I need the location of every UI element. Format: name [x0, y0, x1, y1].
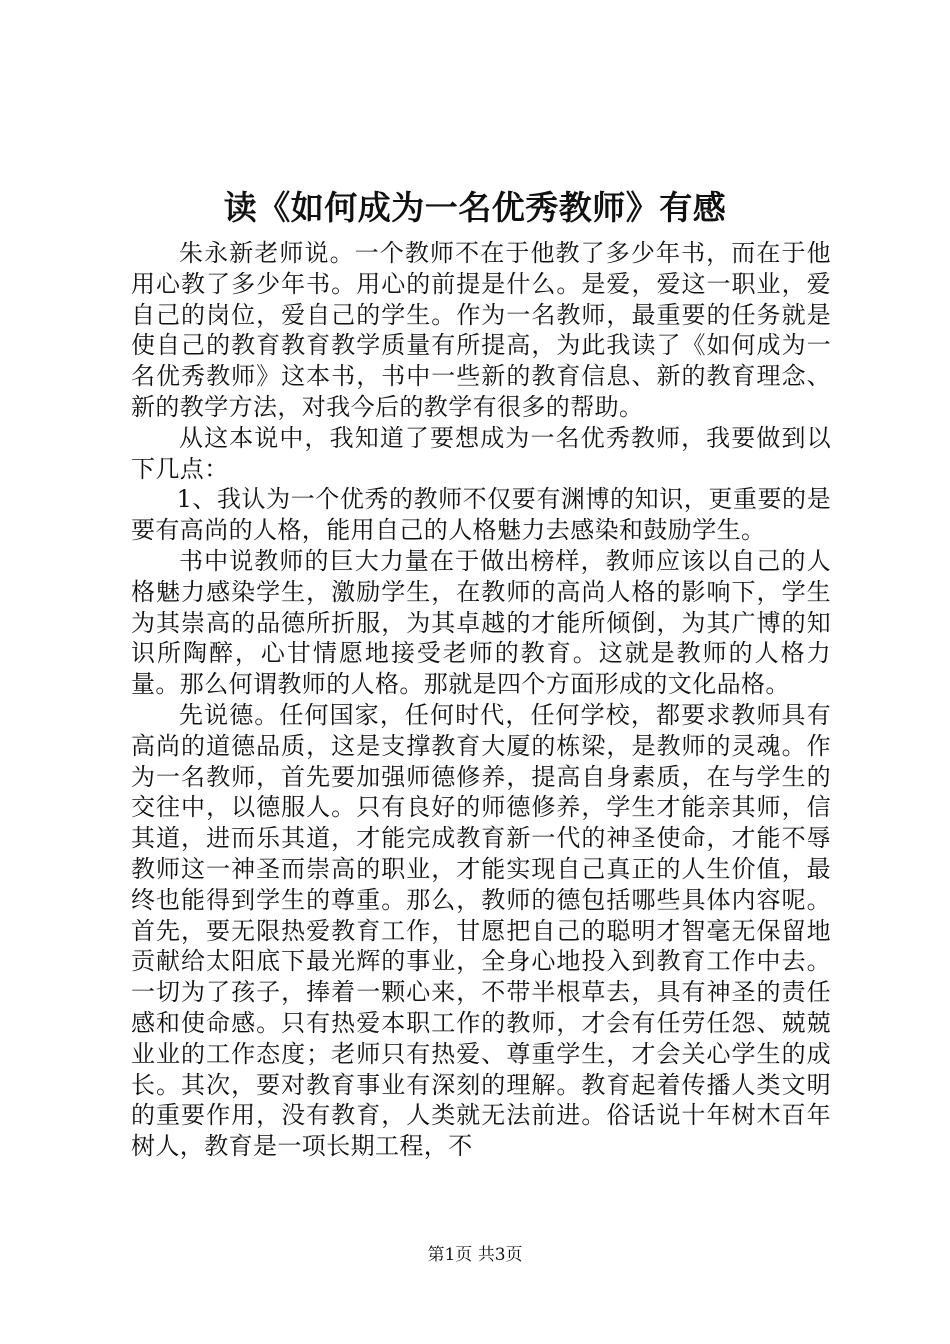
paragraph-intro: 朱永新老师说。一个教师不在于他教了多少年书，而在于他用心教了多少年书。用心的前提是什么。是爱，爱这一职业，爱自己的岗位，爱自己的学生。作为一名教师，最重要的任务就是使自己的教育教育教学质量有所提高，为此我读了《如何成为一名优秀教师》这本书，书中一些新的教育信息、新的教育理念、新的教学方法，对我今后的教学有很多的帮助。: [131, 239, 831, 421]
paragraph-points-lead: 从这本说中，我知道了要想成为一名优秀教师，我要做到以下几点：: [131, 423, 831, 483]
paragraph-teacher-example: 书中说教师的巨大力量在于做出榜样，教师应该以自己的人格魅力感染学生，激励学生，在教师的高尚人格的影响下，学生为其崇高的品德所折服，为其卓越的才能所倾倒，为其广博的知识所陶醉，心甘情愿地接受老师的教育。这就是教师的人格力量。那么何谓教师的人格。那就是四个方面形成的文化品格。: [131, 546, 831, 699]
page-number: 第1页 共3页: [427, 1245, 523, 1265]
document-body: [131, 238, 831, 1162]
paragraph-point-1: 1、我认为一个优秀的教师不仅要有渊博的知识，更重要的是要有高尚的人格，能用自己的人格魅力去感染和鼓励学生。: [131, 485, 831, 545]
document-title: 读《如何成为一名优秀教师》有感: [223, 188, 727, 227]
paragraph-virtue: 先说德。任何国家，任何时代，任何学校，都要求教师具有高尚的道德品质，这是支撑教育大厦的栋梁，是教师的灵魂。作为一名教师，首先要加强师德修养，提高自身素质，在与学生的交往中，以德服人。只有良好的师德修养，学生才能亲其师，信其道，进而乐其道，才能完成教育新一代的神圣使命，才能不辱教师这一神圣而崇高的职业，才能实现自己真正的人生价值，最终也能得到学生的尊重。那么，教师的德包括哪些具体内容呢。首先，要无限热爱教育工作，甘愿把自己的聪明才智毫无保留地贡献给太阳底下最光辉的事业，全身心地投入到教育工作中去。一切为了孩子，捧着一颗心来，不带半根草去，具有神圣的责任感和使命感。只有热爱本职工作的教师，才会有任劳任怨、兢兢业业的工作态度；老师只有热爱、尊重学生，才会关心学生的成长。其次，要对教育事业有深刻的理解。教育起着传播人类文明的重要作用，没有教育，人类就无法前进。俗话说十年树木百年树人，教育是一项长期工程，不: [131, 700, 831, 1161]
